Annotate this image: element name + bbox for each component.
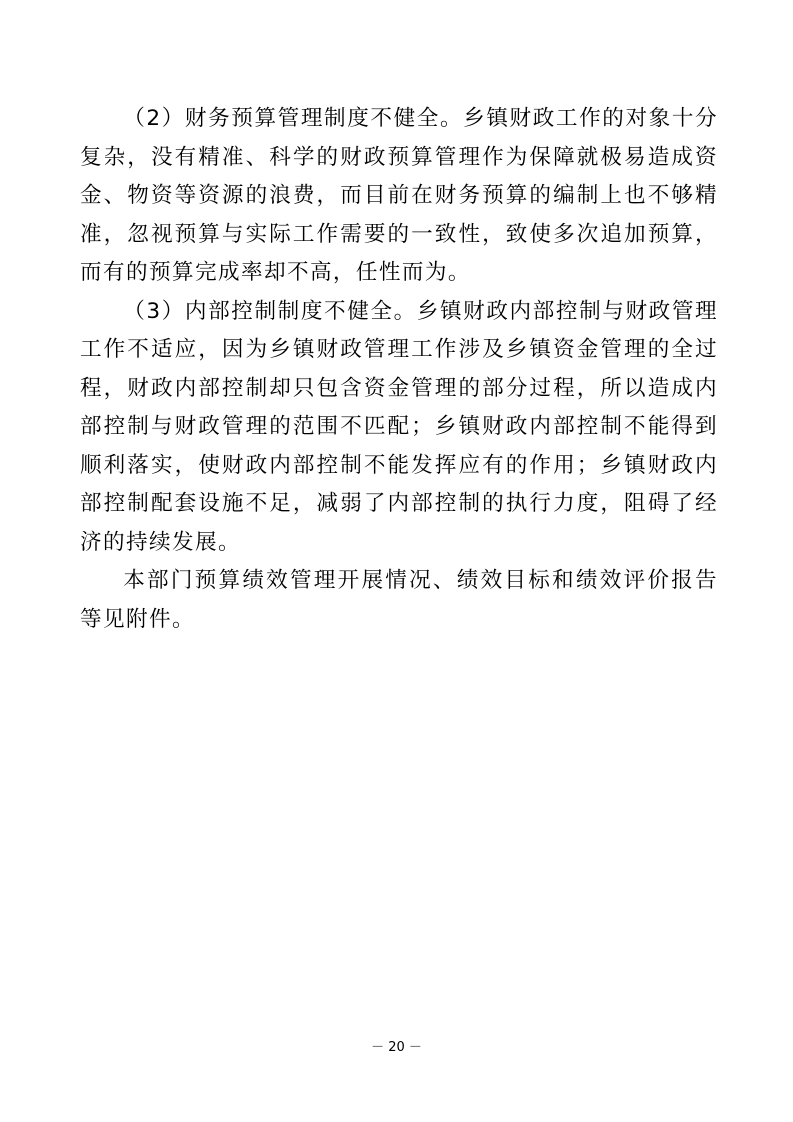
- document-body: [80, 100, 718, 639]
- paragraph-attachment-note: 本部门预算绩效管理开展情况、绩效目标和绩效评价报告等见附件。: [80, 568, 718, 632]
- paragraph-budget-management: （2）财务预算管理制度不健全。乡镇财政工作的对象十分复杂，没有精准、科学的财政预算管理作为保障就极易造成资金、物资等资源的浪费，而目前在财务预算的编制上也不够精准，忽视预算与实际工作需要的一致性，致使多次追加预算，而有的预算完成率却不高，任性而为。: [80, 106, 718, 285]
- paragraph-internal-control: （3）内部控制制度不健全。乡镇财政内部控制与财政管理工作不适应，因为乡镇财政管理工作涉及乡镇资金管理的全过程，财政内部控制却只包含资金管理的部分过程，所以造成内部控制与财政管理的范围不匹配；乡镇财政内部控制不能得到顺利落实，使财政内部控制不能发挥应有的作用；乡镇财政内部控制配套设施不足，减弱了内部控制的执行力度，阻碍了经济的持续发展。: [80, 298, 718, 555]
- page-number: － 20 －: [371, 1040, 422, 1055]
